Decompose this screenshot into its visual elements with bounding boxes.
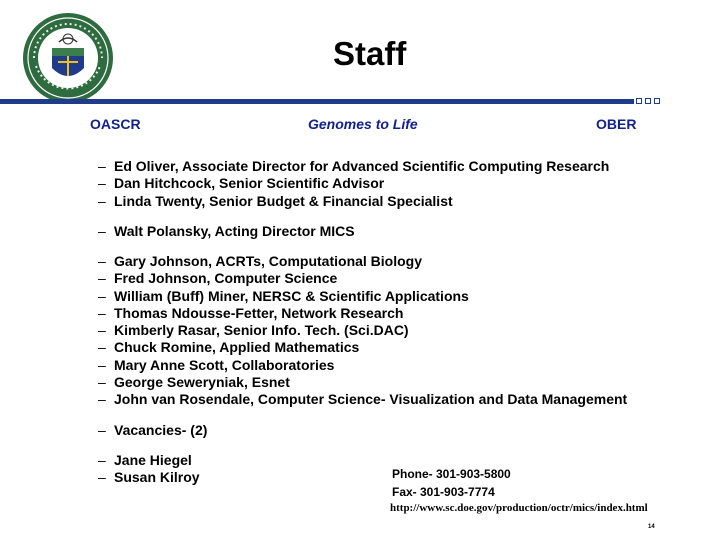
list-item: – Ed Oliver, Associate Director for Advanced Scientific Computing Research bbox=[98, 158, 609, 175]
website-link[interactable]: http://www.sc.doe.gov/production/octr/mics/index.html bbox=[390, 502, 648, 514]
staff-list-mics bbox=[98, 253, 627, 409]
list-item: – Kimberly Rasar, Senior Info. Tech. (Sci.DAC) bbox=[98, 322, 627, 339]
list-item: – Vacancies- (2) bbox=[98, 422, 207, 439]
staff-list-leadership bbox=[98, 158, 609, 210]
list-item: – Chuck Romine, Applied Mathematics bbox=[98, 339, 627, 356]
column-label-ober: OBER bbox=[596, 116, 637, 132]
staff-list-support bbox=[98, 452, 200, 487]
list-item: – Linda Twenty, Senior Budget & Financial Specialist bbox=[98, 193, 609, 210]
list-item: – Jane Hiegel bbox=[98, 452, 200, 469]
slide-title: Staff bbox=[333, 35, 407, 72]
list-item: – Gary Johnson, ACRTs, Computational Biology bbox=[98, 253, 627, 270]
list-item: – Mary Anne Scott, Collaboratories bbox=[98, 357, 627, 374]
doe-seal-icon bbox=[22, 12, 114, 104]
page-number: 14 bbox=[648, 524, 655, 530]
rule-square-2 bbox=[645, 98, 651, 104]
column-label-oascr: OASCR bbox=[90, 116, 141, 132]
list-item: – John van Rosendale, Computer Science- Visualization and Data Management bbox=[98, 391, 627, 408]
list-item: – Dan Hitchcock, Senior Scientific Advisor bbox=[98, 175, 609, 192]
phone-number: Phone- 301-903-5800 bbox=[392, 467, 511, 481]
list-item: – William (Buff) Miner, NERSC & Scientific Applications bbox=[98, 288, 627, 305]
staff-list-director bbox=[98, 223, 355, 240]
list-item: – Thomas Ndousse-Fetter, Network Research bbox=[98, 305, 627, 322]
list-item: – Susan Kilroy bbox=[98, 469, 200, 486]
fax-number: Fax- 301-903-7774 bbox=[392, 485, 495, 499]
rule-square-3 bbox=[654, 98, 660, 104]
list-item: – Fred Johnson, Computer Science bbox=[98, 270, 627, 287]
list-item: – George Seweryniak, Esnet bbox=[98, 374, 627, 391]
rule-square-1 bbox=[636, 98, 642, 104]
staff-list-vacancies bbox=[98, 422, 207, 439]
header-rule bbox=[0, 99, 634, 104]
column-label-genomes: Genomes to Life bbox=[308, 116, 418, 132]
list-item: – Walt Polansky, Acting Director MICS bbox=[98, 223, 355, 240]
